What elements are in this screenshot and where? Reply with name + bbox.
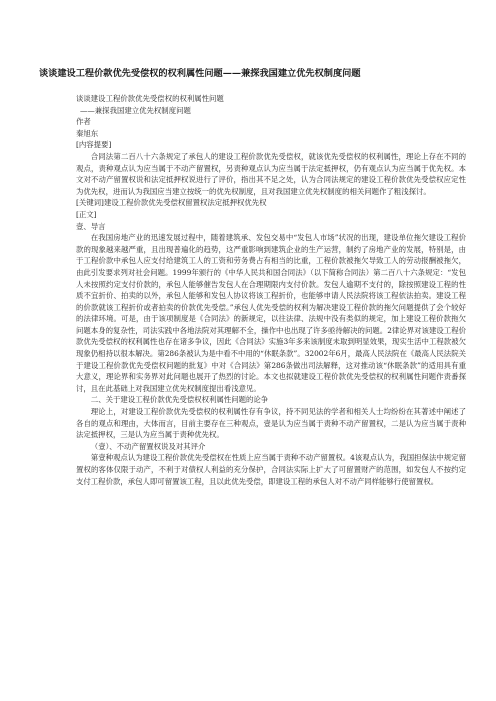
body-label: [正文] (76, 209, 97, 219)
subtitle-sub: ——兼探我国建立优先权制度问题 (80, 105, 191, 115)
subtitle-main: 谈谈建设工程价款优先受偿权的权利属性问题 (76, 94, 224, 103)
lien-paragraph: 第壹种观点认为建设工程价款优先受偿权在性质上应当属于责种不动产留置权。4该观点认为，我国担保法中规定留置权的客体仅限于动产，不利于对债权人利益的充分保护，合同法实际上扩大了可留置财产的范围，如发包人不按约定支付工程价款，承包人即可留置该工程，且以此优先受偿，即建设工程的承包人对不动产同样能够行使留置权。 (76, 453, 466, 486)
author-name: 秦旭东 (76, 128, 99, 138)
section-heading-debate: 二、关于建设工程价款优先受偿权权利属性问题的论争 (90, 395, 269, 405)
author-label: 作者 (76, 117, 91, 127)
document-title: 谈谈建设工程价款优先受偿权的权利属性问题——兼探我国建立优先权制度问题 (39, 68, 361, 79)
abstract-paragraph: 合同法第二百八十六条规定了承包人的建设工程价款优先受偿权，就该优先受偿权的权利属性，理论上存在不同的观点，责种观点认为应当属于不动产留置权，另责种观点认为应当属于法定抵押权，仍有观点认为应当属于优先权。本文对不动产留置权说和法定抵押权说进行了评价，指出其不足之处，认为合同法规定的建设工程价款优先受偿权应定性为优先权，进而认为我国应当建立按统一的优先权制度，且对我国建立优先权制度的相关问题作了粗浅探讨。 (76, 151, 466, 196)
keywords-line: [关键词]建设工程价款优先受偿权留置权法定抵押权优先权 (76, 198, 267, 208)
intro-paragraph: 在我国房地产业的迅速发展过程中，随着建筑承、发包交易中“发包人市场”状况的出现，建设单位拖欠建设工程价款的现象越来越严重，且出现普遍化的趋势，这严重影响到建筑企业的生产运营，制约了房地产业的发展，特别是，由于工程价款中承包人应支付给建筑工人的工资和劳务费占有相当的比重，工程价款被拖欠导致工人的劳动报酬被拖欠，由此引发要求列对社会问题。1999年颁行的《中华人民共和国合同法》（以下简称合同法）第二百八十六条规定：“发包人未按照约定支付价款的，承包人能够催告发包人在合理期限内支付价款。发包人逾期不支付的，除按照建设工程的性质不宜折价、拍卖的以外，承包人能够和发包人协议将该工程折价，也能够申请人民法院将该工程依法拍卖。建设工程的价款就该工程折价或者拍卖的价款优先受偿。”承包人优先受偿的权利为解决建设工程价款的拖欠问题提供了会个较好的法律环境。可是，由于该项制度是《合同法》的新规定，以往法律、法规中没有类似的规定，加上建设工程价款拖欠问题本身的复杂性，司法实践中各地法院对其理解不全，操作中也出现了许多亟待解决的问题。2律论界对该建设工程价款优先受偿权的权利属性也存在诸多争议，因此《合同法》实施3年多来该制度未取到明显效果，现实生活中工程款被欠现象仍相持以很本解决。第286条被认为是中看不中用的“休眠条款”。32002年6月，最高人民法院在《最高人民法院关于建设工程价款优先受偿权问题的批复》中对《合同法》第286条做出司法解释，这对推动该“休眠条款”的适用具有重大意义，理论界和实务界对此问题也展开了热烈的讨论。本文也拟就建设工程价款优先受偿权的权利属性问题作责番探讨，且在此基础上对我国建立优先权制度提出看浅意见。 (76, 233, 466, 393)
subsection-heading-lien: （壹）、不动产留置权说及对其评介 (90, 441, 206, 451)
abstract-label: [内容提要] (76, 140, 112, 150)
debate-paragraph: 理论上，对建设工程价款优先受偿权的权利属性存有争议，持不同见法的学者和相关人士均纷纷在其著述中阐述了各自的观点和理由，大体而言，目前主要存在三种观点，壹是认为应当属于责种不动产留置权，二是认为应当属于责种法定抵押权，三是认为应当属于责种优先权。 (76, 407, 466, 440)
document-body (76, 93, 466, 487)
section-heading-intro: 壹、导言 (76, 221, 106, 231)
